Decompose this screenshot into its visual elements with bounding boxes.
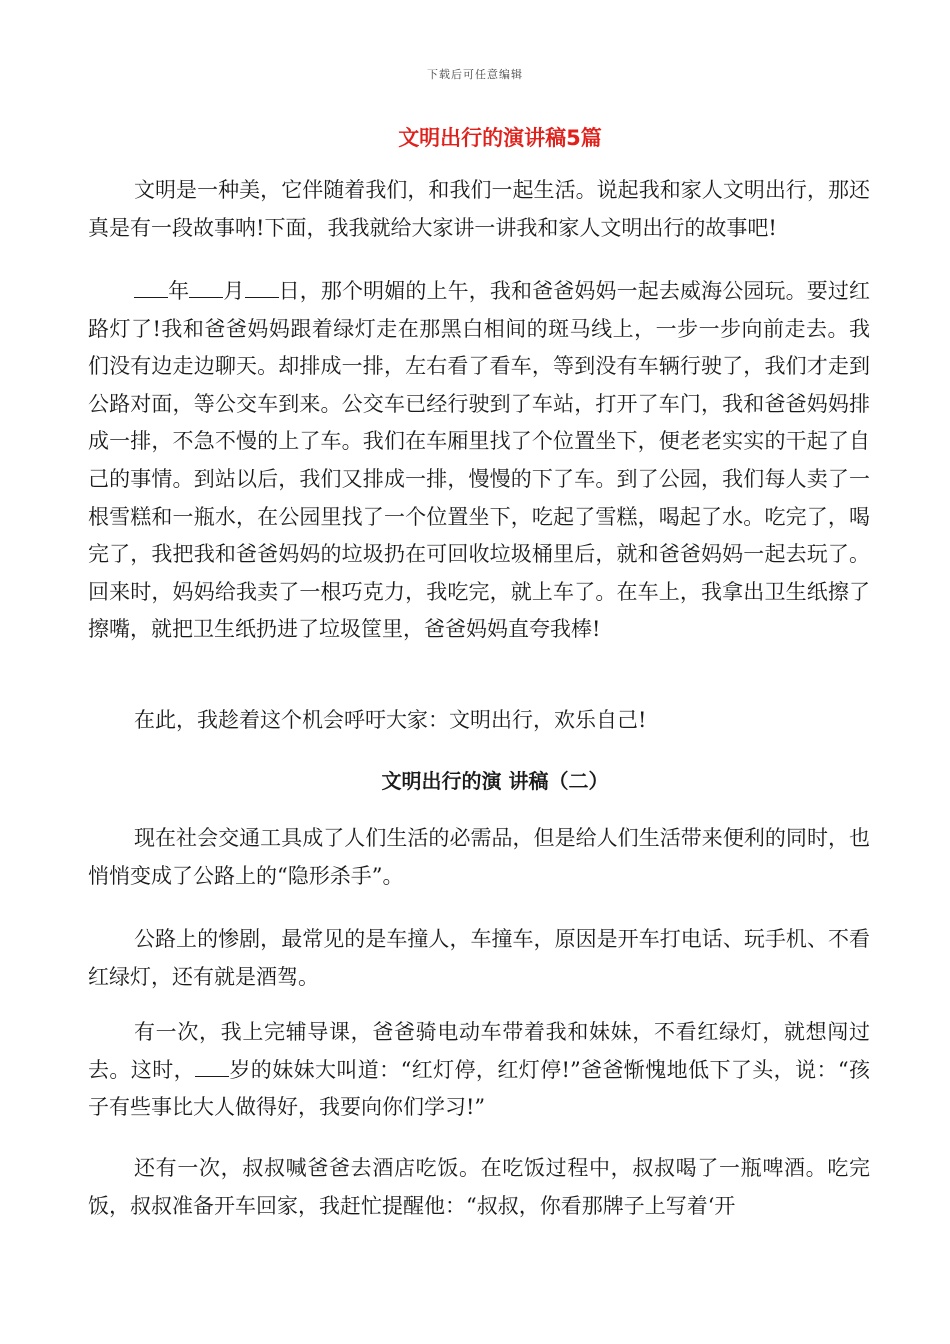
paragraph-intro-text: 文明是一种美，它伴随着我们，和我们一起生活。说起我和家人文明出行，那还真是有一段故事呐!下面，我我就给大家讲一讲我和家人文明出行的故事吧! bbox=[88, 178, 870, 240]
document-title: 文明出行的演讲稿5篇 bbox=[398, 126, 602, 150]
story-year-label: 年 bbox=[168, 279, 190, 303]
paragraph-drunk-driving-text: 还有一次，叔叔喊爸爸去酒店吃饭。在吃饭过程中，叔叔喝了一瓶啤酒。吃完饭，叔叔准备开车回家，我赶忙提醒他：“叔叔，你看那牌子上写着‘开 bbox=[88, 1156, 870, 1218]
paragraph-red-light bbox=[88, 1014, 870, 1127]
red-light-after: 岁的妹妹大叫道：“红灯停，红灯停!”爸爸惭愧地低下了头，说：“孩子有些事比大人做得好，我要向你们学习!” bbox=[88, 1057, 870, 1120]
story-body: 日，那个明媚的上午，我和爸爸妈妈一起去威海公园玩。要过红路灯了!我和爸爸妈妈跟着绿灯走在那黑白相间的斑马线上，一步一步向前走去。我们没有边走边聊天。却排成一排，左右看了看车，等到没有车辆行驶了，我们才走到公路对面，等公交车到来。公交车已经行驶到了车站，打开了车门，我和爸爸妈妈排成一排，不急不慢的上了车。我们在车厢里找了个位置坐下，便老老实实的干起了自己的事情。到站以后，我们又排成一排，慢慢的下了车。到了公园，我们每人卖了一根雪糕和一瓶水，在公园里找了一个位置坐下，吃起了雪糕，喝起了水。吃完了，喝完了，我把我和爸爸妈妈的垃圾扔在可回收垃圾桶里后，就和爸爸妈妈一起去玩了。回来时，妈妈给我卖了一根巧克力，我吃完，就上车了。在车上，我拿出卫生纸擦了擦嘴，就把卫生纸扔进了垃圾筐里，爸爸妈妈直夸我棒! bbox=[88, 279, 870, 642]
paragraph-appeal bbox=[88, 702, 870, 740]
story-month-label: 月 bbox=[223, 279, 245, 303]
blank-day bbox=[245, 279, 279, 298]
paragraph-drunk-driving bbox=[88, 1150, 870, 1225]
section-two-title: 文明出行的演 讲稿（二） bbox=[381, 769, 609, 793]
paragraph-appeal-text: 在此，我趁着这个机会呼吁大家：文明出行，欢乐自己! bbox=[134, 708, 647, 732]
paragraph-tragedies-text: 公路上的惨剧，最常见的是车撞人，车撞车，原因是开车打电话、玩手机、不看红绿灯，还有就是酒驾。 bbox=[88, 927, 870, 989]
paragraph-intro bbox=[88, 172, 870, 247]
blank-month bbox=[189, 279, 223, 298]
header-note: 下载后可任意编辑 bbox=[427, 68, 523, 81]
paragraph-traffic-tools bbox=[88, 820, 870, 895]
blank-year bbox=[134, 279, 168, 298]
blank-age bbox=[195, 1058, 229, 1077]
red-light-before: 有一次，我上完辅导课，爸爸骑电动车带着我和妹妹，不看红绿灯，就想闯过去。这时， bbox=[88, 1020, 870, 1082]
paragraph-traffic-tools-text: 现在社会交通工具成了人们生活的必需品，但是给人们生活带来便利的同时，也悄悄变成了公路上的“隐形杀手”。 bbox=[88, 826, 870, 888]
paragraph-tragedies bbox=[88, 921, 870, 996]
paragraph-story bbox=[88, 273, 870, 649]
